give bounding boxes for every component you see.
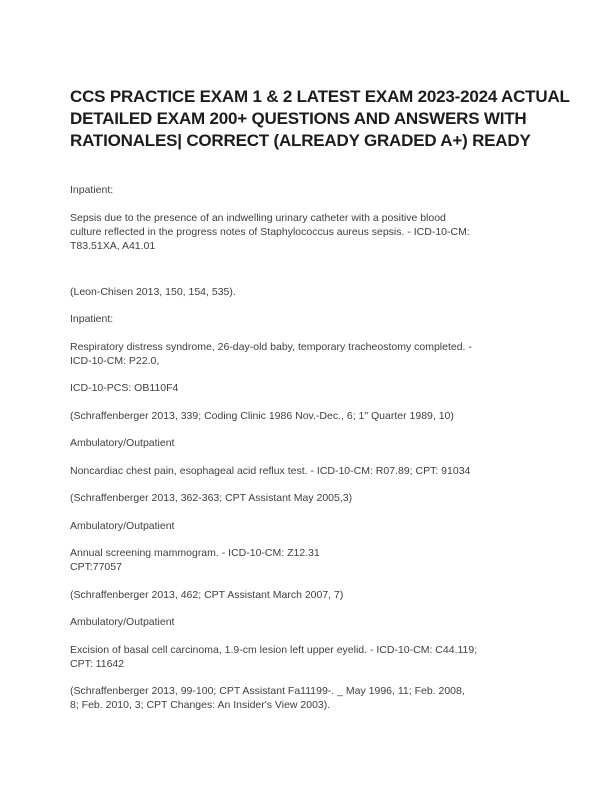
title-line: RATIONALES| CORRECT (ALREADY GRADED A+) READY (70, 131, 531, 150)
paragraph-line: Ambulatory/Outpatient (70, 437, 175, 449)
paragraph (70, 312, 550, 326)
paragraph-line: culture reflected in the progress notes of Staphylococcus aureus sepsis. - ICD-10-CM: (70, 225, 470, 238)
paragraph-line: T83.51XA, A41.01 (70, 239, 156, 252)
paragraph-line: Noncardiac chest pain, esophageal acid reflux test. - ICD-10-CM: R07.89; CPT: 91034 (70, 464, 471, 477)
document-title (70, 86, 570, 152)
paragraph-line: (Schraffenberger 2013, 362-363; CPT Assistant May 2005,3) (70, 492, 353, 504)
paragraph-line: (Schraffenberger 2013, 462; CPT Assistant March 2007, 7) (70, 588, 344, 601)
paragraph-line: Excision of basal cell carcinoma, 1.9-cm lesion left upper eyelid. - ICD-10-CM: C44.119; (70, 643, 478, 656)
paragraph-line: Respiratory distress syndrome, 26-day-old baby, temporary tracheostomy completed. - (70, 340, 472, 353)
paragraph-line: 8; Feb. 2010, 3; CPT Changes: An Insider's View 2003). (70, 699, 331, 711)
paragraph-line: Sepsis due to the presence of an indwelling urinary catheter with a positive blood (70, 211, 446, 224)
paragraph-line: (Schraffenberger 2013, 339; Coding Clinic 1986 Nov.-Dec., 6; 1" Quarter 1989, 10) (70, 409, 454, 422)
paragraph (70, 546, 550, 574)
paragraph (70, 643, 550, 671)
title-line: DETAILED EXAM 200+ QUESTIONS AND ANSWERS WITH (70, 109, 527, 128)
paragraph-line: ICD-10-CM: P22.0, (70, 354, 160, 367)
paragraph-line: (Schraffenberger 2013, 99-100; CPT Assistant Fa11199-. _ May 1996, 11; Feb. 2008, (70, 685, 465, 697)
paragraph (70, 491, 550, 505)
paragraph (70, 340, 550, 368)
paragraph (70, 436, 550, 450)
paragraph-line: CPT:77057 (70, 561, 122, 573)
paragraph (70, 615, 550, 629)
paragraph-line: ICD-10-PCS: OB110F4 (70, 382, 179, 394)
paragraph-line: CPT: 11642 (70, 657, 125, 670)
paragraph-line: (Leon-Chisen 2013, 150, 154, 535). (70, 285, 236, 298)
paragraph (70, 409, 550, 423)
paragraph (70, 285, 550, 299)
document-body (70, 183, 550, 712)
title-line: CCS PRACTICE EXAM 1 & 2 LATEST EXAM 2023-2024 ACTUAL (70, 87, 570, 106)
paragraph (70, 183, 550, 197)
paragraph (70, 519, 550, 533)
paragraph-line: Ambulatory/Outpatient (70, 519, 175, 532)
paragraph-line: Inpatient: (70, 184, 114, 196)
paragraph-line: Annual screening mammogram. - ICD-10-CM: Z12.31 (70, 547, 320, 559)
paragraph (70, 684, 550, 712)
paragraph (70, 588, 550, 602)
paragraph-line: Ambulatory/Outpatient (70, 616, 175, 628)
paragraph (70, 464, 550, 478)
paragraph (70, 381, 550, 395)
paragraph (70, 211, 550, 253)
paragraph-line: Inpatient: (70, 313, 114, 325)
